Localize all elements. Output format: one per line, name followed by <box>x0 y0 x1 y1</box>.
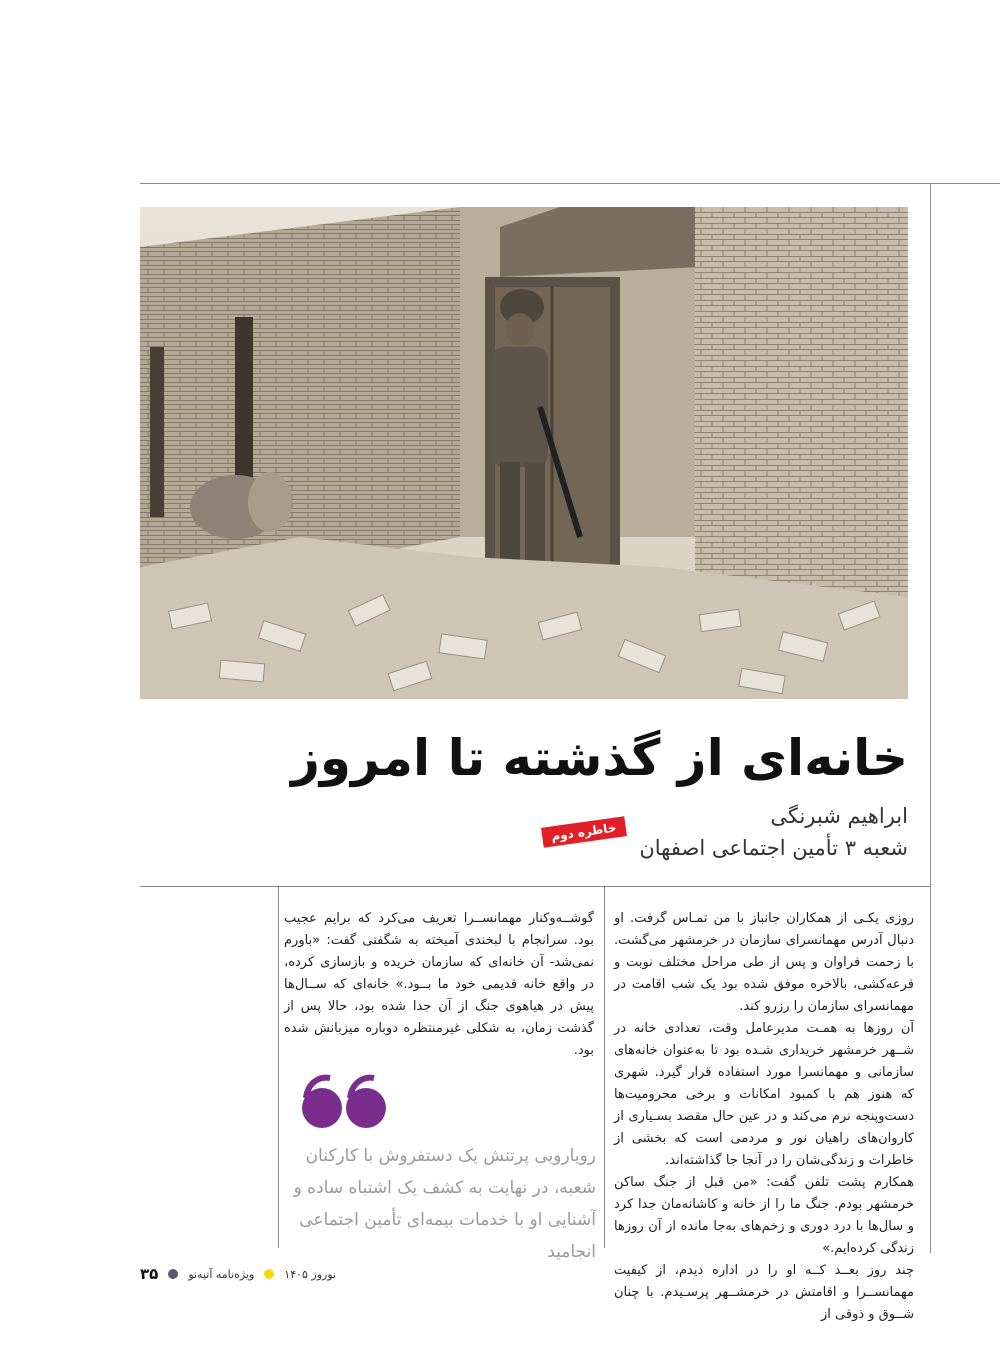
pullquote-text: رویارویی پرتنش یک دستفروش با کارکنان شعبه، در نهایت به کشف یک اشتباه ساده و آشنایی او با خدمات بیمه‌ای تأمین اجتماعی انجامید <box>293 1146 596 1262</box>
footer-dot-yellow <box>264 1269 274 1279</box>
issue-label: نوروز ۱۴۰۵ <box>284 1267 337 1281</box>
body-column-middle <box>284 908 594 1062</box>
publication-name: ویژه‌نامه آتیه‌نو <box>188 1267 255 1281</box>
column-rule-left <box>278 886 279 1248</box>
page-number: ۳۵ <box>140 1265 159 1283</box>
right-edge-rule <box>930 183 931 1253</box>
paragraph: همکارم پشت تلفن گفت: «من قبل از جنگ ساکن خرمشهر بودم. جنگ ما را از خانه و کاشانه‌مان جدا کرد و سال‌ها با درد دوری و زخم‌های به‌جا مانده از آن روزها زندگی کرده‌ایم.» <box>614 1175 914 1256</box>
footer-dot-dark <box>168 1269 178 1279</box>
body-column-right <box>614 908 914 1326</box>
page-footer <box>140 1264 336 1284</box>
article-photo <box>140 207 908 699</box>
war-photo-illustration <box>140 207 908 699</box>
author-name: ابراهیم شبرنگی <box>770 804 908 828</box>
series-tag: خاطره دوم <box>541 816 627 847</box>
top-rule <box>140 183 1000 184</box>
section-rule <box>140 886 930 887</box>
paragraph: گوشــه‌وکنار مهمانســرا تعریف می‌کرد که برایم عجیب بود. سرانجام با لبخندی آمیخته به شگفتی گفت: «باورم نمی‌شد- آن خانه‌ای که سازمان خریده و بازسازی کرده، در واقع خانه قدیمی خود ما بــود.» خانه‌ای که ســال‌ها پیش در هیاهوی جنگ از آن جدا شده بود، حالا پس از گذشت زمان، به شکلی غیرمنتظره دوباره میزبانش شده بود. <box>284 911 594 1058</box>
paragraph: چند روز بعــد کــه او را در اداره دیدم، از کیفیت مهمانســرا و اقامتش در خرمشــهر پرسـیدم. با چنان شــوق و ذوقی از <box>614 1263 914 1322</box>
quote-marks-icon <box>300 1072 390 1132</box>
column-rule-middle <box>604 886 605 1248</box>
author-affiliation: شعبه ۳ تأمین اجتماعی اصفهان <box>639 836 908 860</box>
article-title: خانه‌ای از گذشته تا امروز <box>291 729 908 787</box>
paragraph: روزی یکـی از همکاران جانباز با من تمـاس گرفت. او دنبال آدرس مهمانسرای سازمان در خرمشهر می‌گشت. با زحمت فراوان و پس از طی مراحل مختلف نوبت و قرعه‌کشی، بالاخره موفق شده بود یک شب اقامت در مهمانسرای سازمان را رزرو کند. <box>614 911 914 1014</box>
paragraph: آن روزها به همـت مدیرعامل وقت، تعدادی خانه در شــهر خرمشهر خریداری شـده بود تا به‌عنوان خانه‌های سازمانی و مهمانسرا مورد استفاده قرار گیرد. شهری که هنوز هم با کمبود امکانات و برخی محرومیت‌ها دست‌وپنجه نرم می‌کند و در عین حال مقصد بسـیاری از کاروان‌های راهیان نور و مردمی است که بخشی از خاطرات و زندگی‌شان را در آنجا جا گذاشته‌اند. <box>614 1021 914 1168</box>
